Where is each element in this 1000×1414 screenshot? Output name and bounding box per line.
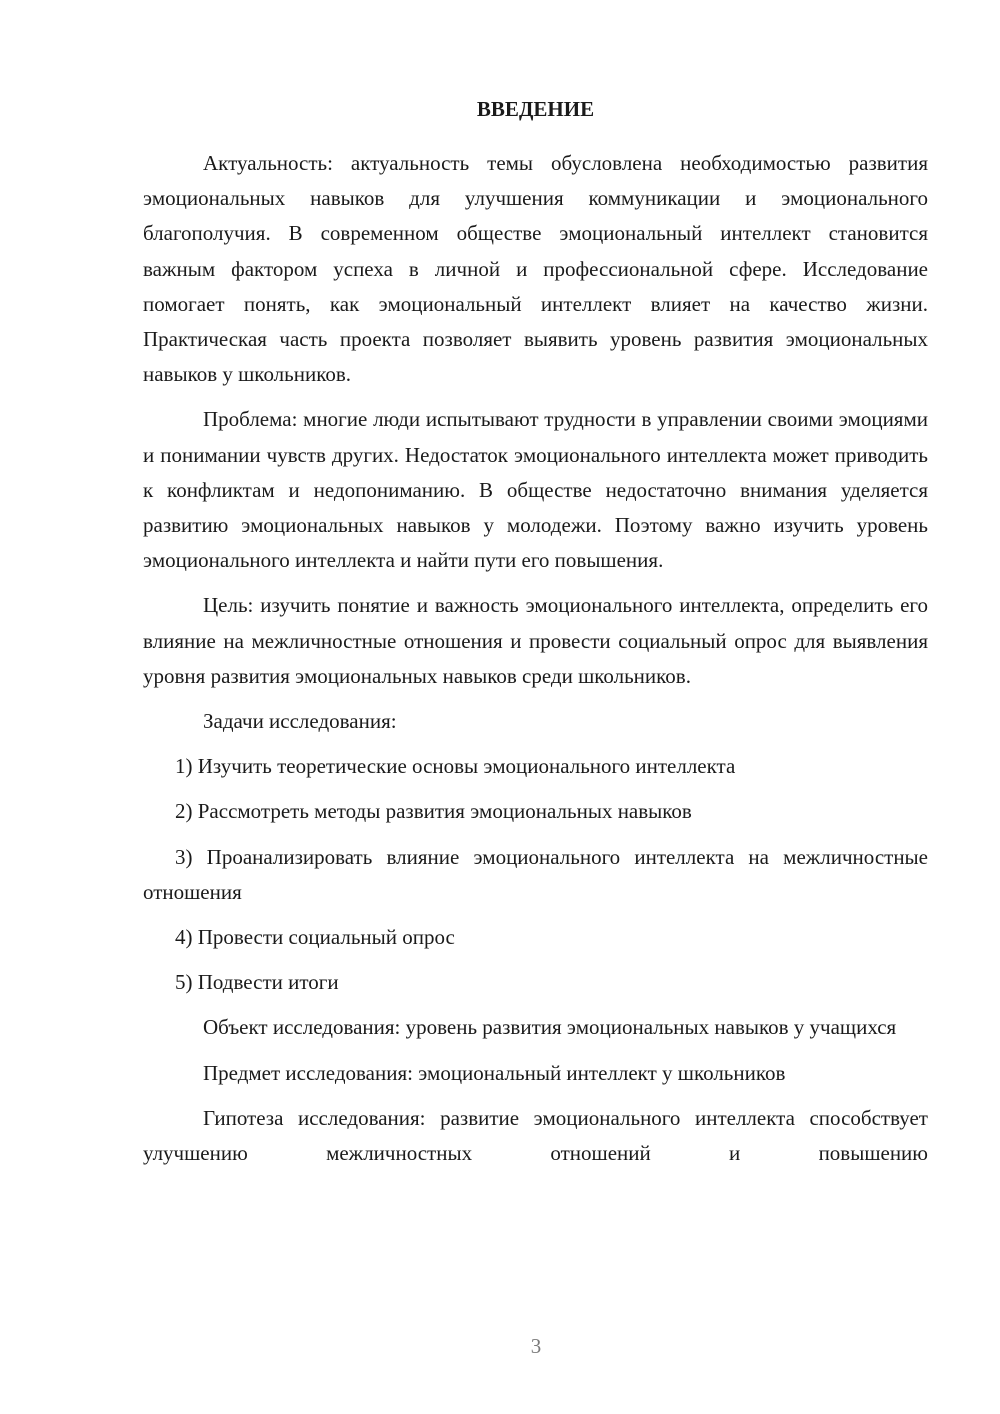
task-item: 1) Изучить теоретические основы эмоционального интеллекта — [175, 754, 736, 779]
task-item: 5) Подвести итоги — [175, 970, 339, 995]
task-item: 4) Провести социальный опрос — [175, 925, 455, 950]
subject-paragraph: Предмет исследования: эмоциональный интеллект у школьников — [203, 1060, 786, 1085]
document-page — [143, 92, 928, 1181]
goal-paragraph: Цель: изучить понятие и важность эмоционального интеллекта, определить его влияние на межличностные отношения и провести социальный опрос для выявления уровня развития эмоциональных навыков среди школьников. — [143, 593, 928, 688]
task-item: 2) Рассмотреть методы развития эмоциональных навыков — [175, 799, 692, 824]
object-paragraph: Объект исследования: уровень развития эмоциональных навыков у учащихся — [203, 1015, 897, 1040]
section-heading: ВВЕДЕНИЕ — [476, 97, 595, 121]
relevance-paragraph: Актуальность: актуальность темы обусловлена необходимостью развития эмоциональных навыков для улучшения коммуникации и эмоционального благополучия. В современном обществе эмоциональный интеллект становится важным фактором успеха в личной и профессиональной сфере. Исследование помогает понять, как эмоциональный интеллект влияет на качество жизни. Практическая часть проекта позволяет выявить уровень развития эмоциональных навыков у школьников. — [143, 151, 928, 387]
tasks-title: Задачи исследования: — [203, 709, 397, 734]
task-item: 3) Проанализировать влияние эмоционального интеллекта на межличностные отношения — [143, 844, 928, 904]
hypothesis-paragraph: Гипотеза исследования: развитие эмоционального интеллекта способствует улучшению межличностных отношений и повышению — [143, 1105, 928, 1166]
problem-paragraph: Проблема: многие люди испытывают трудности в управлении своими эмоциями и понимании чувств других. Недостаток эмоционального интеллекта может приводить к конфликтам и недопониманию. В обществе недостаточно внимания уделяется развитию эмоциональных навыков у молодежи. Поэтому важно изучить уровень эмоционального интеллекта и найти пути его повышения. — [143, 407, 928, 573]
page-number: 3 — [530, 1334, 542, 1358]
